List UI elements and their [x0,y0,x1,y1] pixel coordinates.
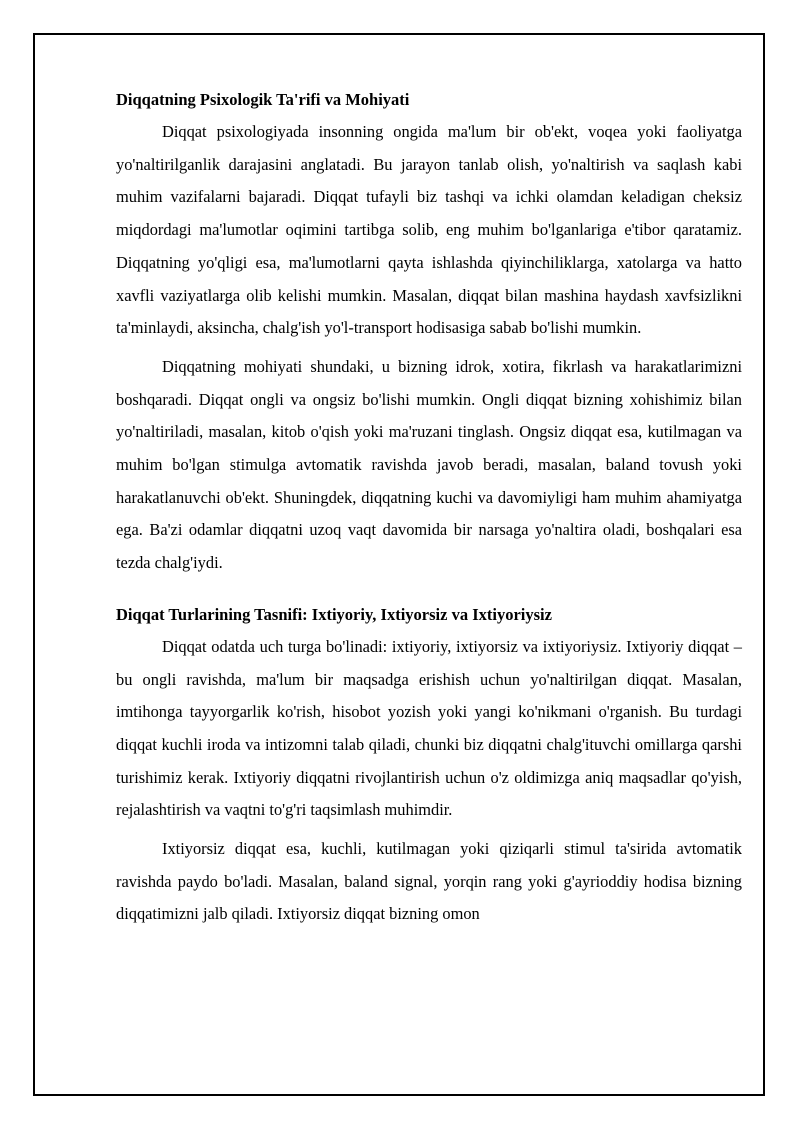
paragraph: Diqqat odatda uch turga bo'linadi: ixtiyoriy, ixtiyorsiz va ixtiyoriysiz. Ixtiyoriy diqqat – bu ongli ravishda, ma'lum bir maqsadga erishish uchun yo'naltirilgan diqqat. Masalan, imtihonga tayyorgarlik ko'rish, hisobot yozish yoki yangi ko'nikmani o'rganish. Bu turdagi diqqat kuchli iroda va intizomni talab qiladi, chunki biz diqqatni chalg'ituvchi omillarga qarshi turishimiz kerak. Ixtiyoriy diqqatni rivojlantirish uchun o'z oldimizga aniq maqsadlar qo'yish, rejalashtirish va vaqtni to'g'ri taqsimlash muhimdir. [116,636,742,820]
paragraph: Ixtiyorsiz diqqat esa, kuchli, kutilmagan yoki qiziqarli stimul ta'sirida avtomatik ravishda paydo bo'ladi. Masalan, baland signal, yorqin rang yoki g'ayrioddiy hodisa bizning diqqatimizni jalb qiladi. Ixtiyorsiz diqqat bizning omon [116,839,742,924]
section-heading-classification: Diqqat Turlarining Tasnifi: Ixtiyoriy, Ixtiyorsiz va Ixtiyoriysiz [116,604,552,624]
paragraph: Diqqatning mohiyati shundaki, u bizning idrok, xotira, fikrlash va harakatlarimizni boshqaradi. Diqqat ongli va ongsiz bo'lishi mumkin. Ongli diqqat bizning xohishimiz bilan yo'naltiriladi, masalan, kitob o'qish yoki ma'ruzani tinglash. Ongsiz diqqat esa, kutilmagan va muhim bo'lgan stimulga avtomatik ravishda javob beradi, masalan, baland tovush yoki harakatlanuvchi ob'ekt. Shuningdek, diqqatning kuchi va davomiyligi ham muhim ahamiyatga ega. Ba'zi odamlar diqqatni uzoq vaqt davomida bir narsaga yo'naltira oladi, boshqalari esa tezda chalg'iydi. [116,356,742,573]
document-body [116,83,742,937]
paragraph: Diqqat psixologiyada insonning ongida ma'lum bir ob'ekt, voqea yoki faoliyatga yo'naltirilganlik darajasini anglatadi. Bu jarayon tanlab olish, yo'naltirish va saqlash kabi muhim vazifalarni bajaradi. Diqqat tufayli biz tashqi va ichki olamdan keladigan cheksiz miqdordagi ma'lumotlar oqimini tartibga solib, eng muhim bo'lganlariga e'tibor qaratamiz. Diqqatning yo'qligi esa, ma'lumotlarni qayta ishlashda qiyinchiliklarga, xatolarga va hatto xavfli vaziyatlarga olib kelishi mumkin. Masalan, diqqat bilan mashina haydash xavfsizlikni ta'minlaydi, aksincha, chalg'ish yo'l-transport hodisasiga sabab bo'lishi mumkin. [116,122,742,338]
section-heading-definition: Diqqatning Psixologik Ta'rifi va Mohiyati [116,90,410,109]
